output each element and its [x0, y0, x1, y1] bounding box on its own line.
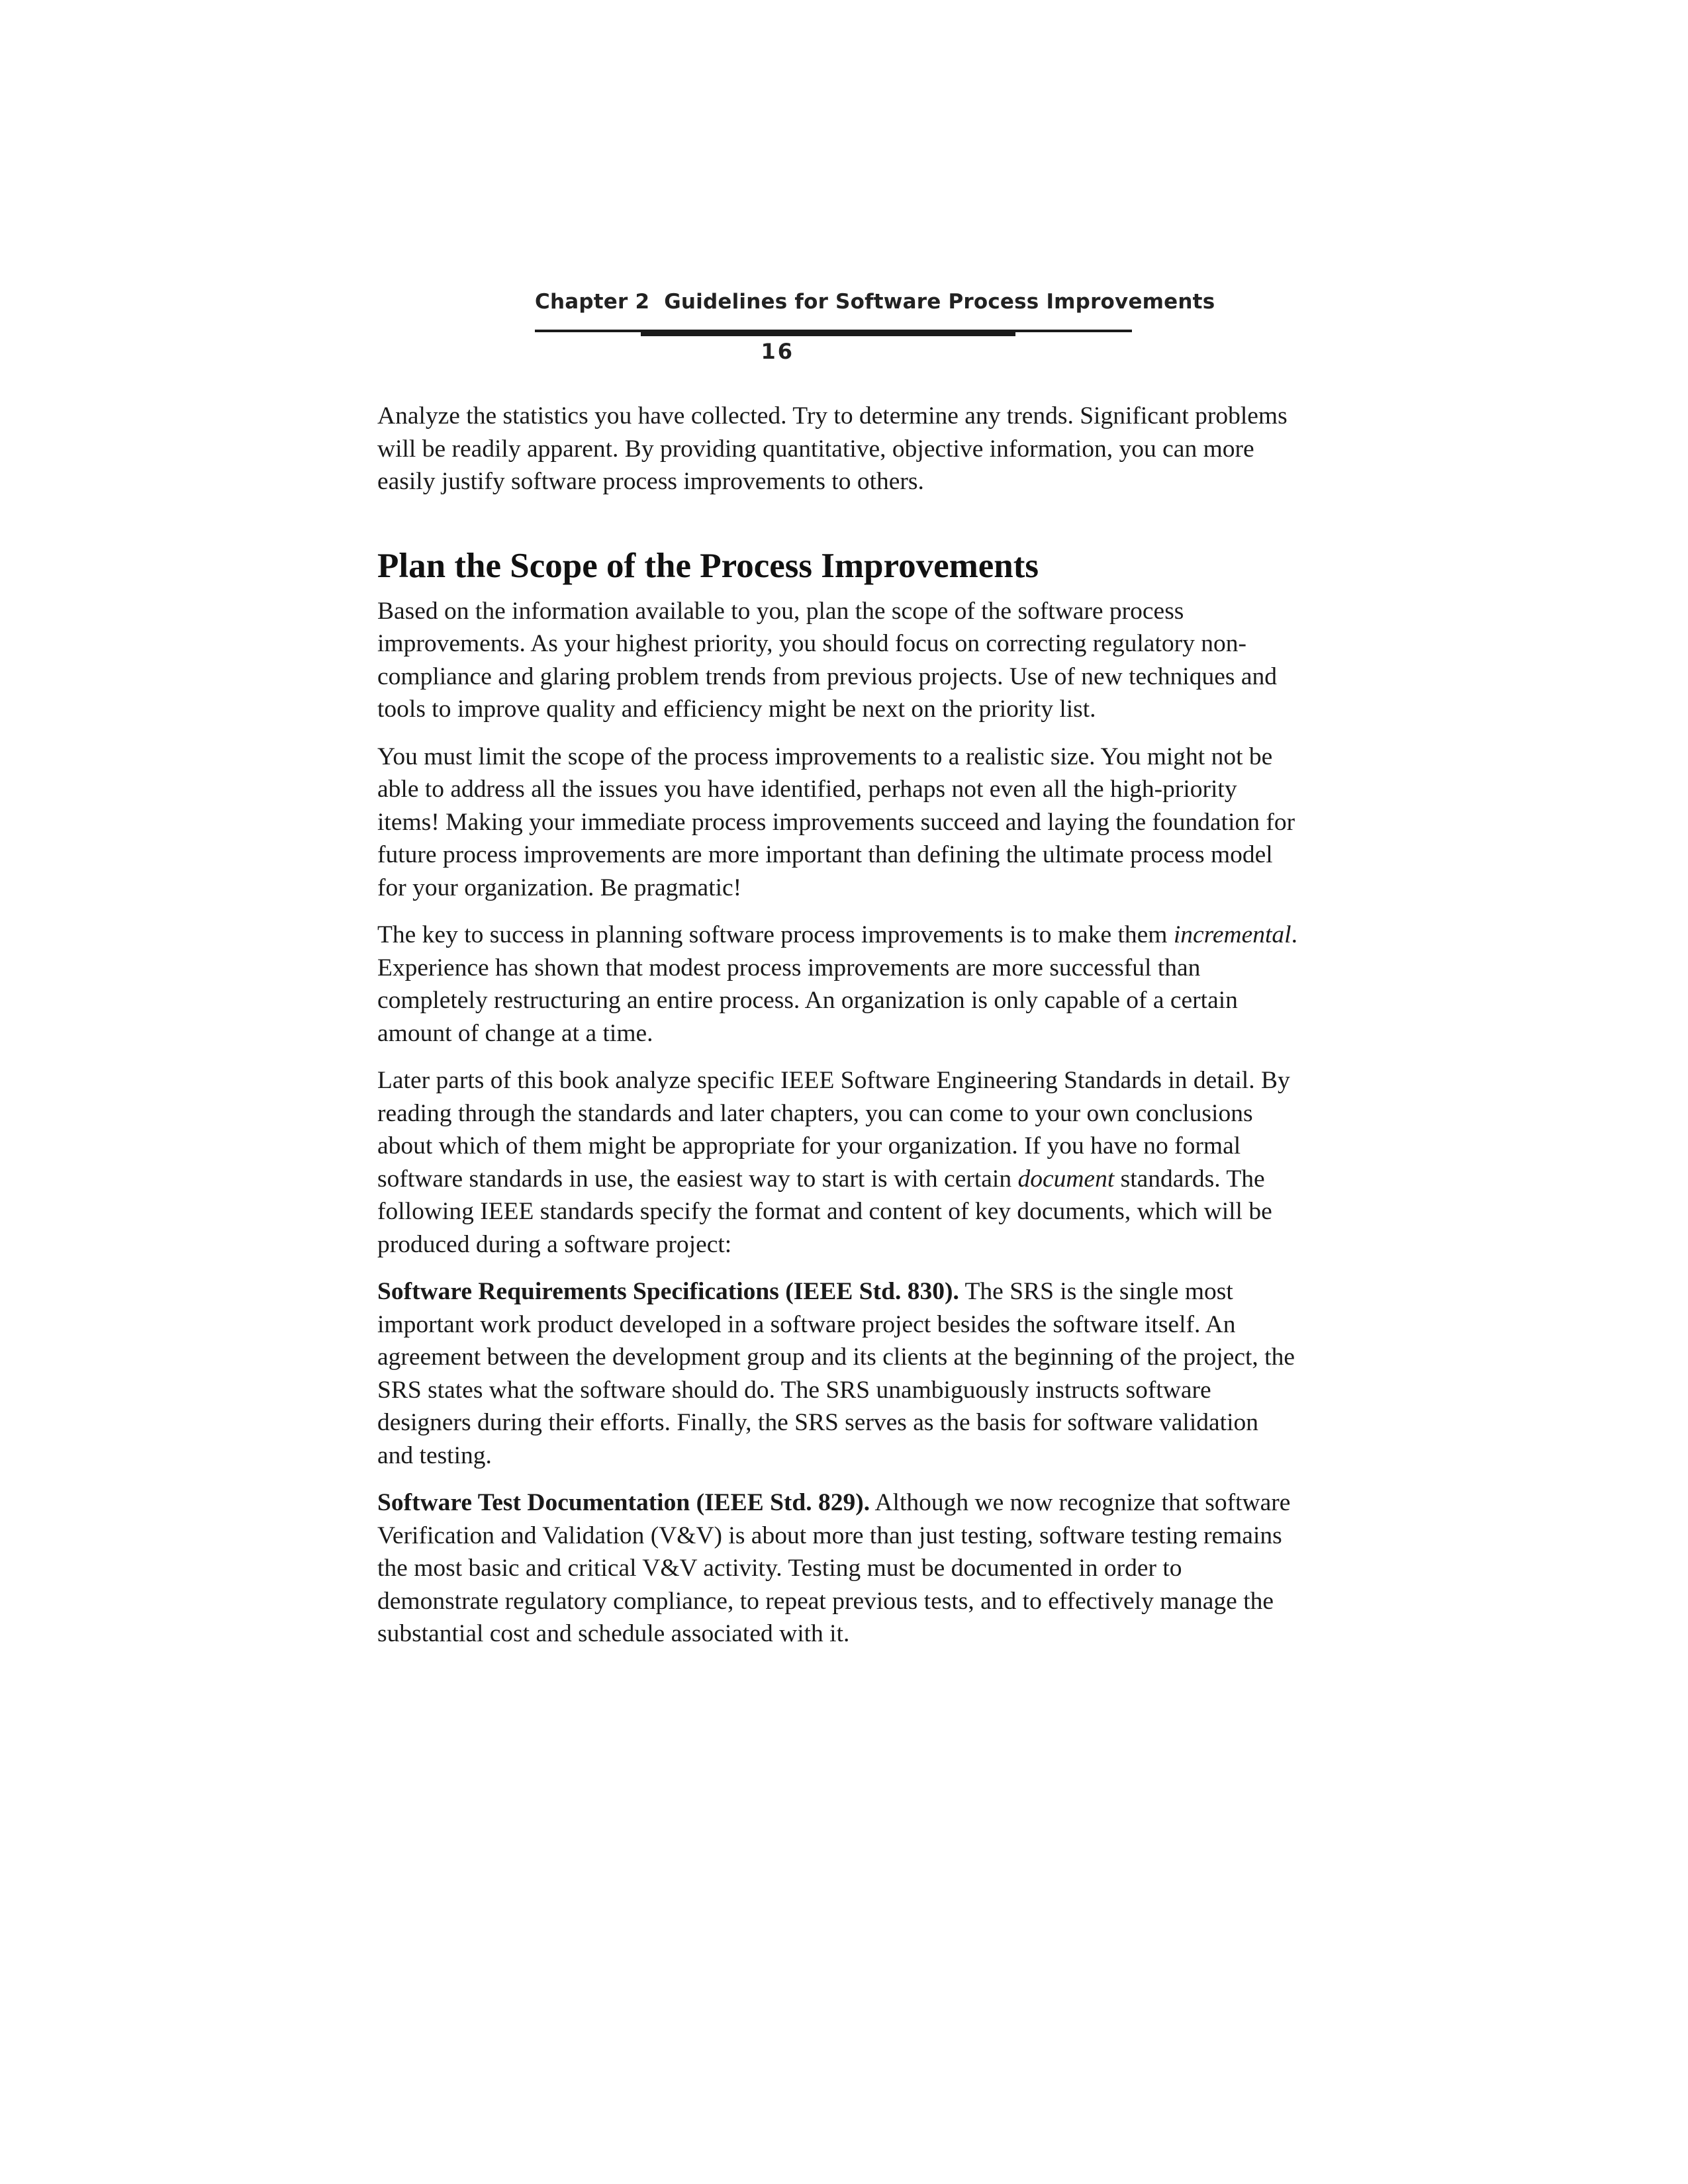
- paragraph-key-text-1: The key to success in planning software process improvements is to make them: [377, 921, 1174, 948]
- standard-item-test-doc: [377, 1486, 1297, 1651]
- running-header: [535, 290, 1215, 314]
- emphasis-document: document: [1017, 1165, 1115, 1193]
- standard-description: The SRS is the single most important work product developed in a software project besides the software itself. An agreement between the development group and its clients at the beginning of the project, the SRS states what the software should do. The SRS unambiguously instructs software designers during their efforts. Finally, the SRS serves as the basis for software validation and testing.: [377, 1278, 1295, 1469]
- standard-title: Software Requirements Specifications (IEEE Std. 830).: [377, 1278, 959, 1305]
- paragraph-key: [377, 919, 1297, 1050]
- chapter-title: Guidelines for Software Process Improvements: [664, 290, 1215, 314]
- paragraph-key-text-2: . Experience has shown that modest process improvements are more successful than completely restructuring an entire process. An organization is only capable of a certain amount of change at a time.: [377, 921, 1297, 1047]
- paragraph-later-text-1: Later parts of this book analyze specific IEEE Software Engineering Standards in detail. By reading through the standards and later chapters, you can come to your own conclusions about which of them might be appropriate for your organization. If you have no formal software standards in use, the easiest way to start is with certain: [377, 1067, 1290, 1193]
- paragraph-later-text-2: standards. The following IEEE standards specify the format and content of key documents, which will be produced during a software project:: [377, 1165, 1272, 1258]
- page-body: [377, 400, 1297, 1665]
- chapter-label: Chapter 2: [535, 290, 650, 314]
- standard-title: Software Test Documentation (IEEE Std. 829).: [377, 1489, 870, 1516]
- intro-paragraph: Analyze the statistics you have collected. Try to determine any trends. Significant problems will be readily apparent. By providing quantitative, objective information, you can more easily justify software process improvements to others.: [377, 402, 1288, 495]
- section-heading: Plan the Scope of the Process Improvements: [377, 546, 1039, 585]
- paragraph-later: [377, 1064, 1297, 1261]
- paragraph-scope: Based on the information available to you, plan the scope of the software process improvements. As your highest priority, you should focus on correcting regulatory non-compliance and glaring problem trends from previous projects. Use of new techniques and tools to improve quality and efficiency might be next on the priority list.: [377, 597, 1277, 723]
- standard-item-srs: [377, 1275, 1297, 1472]
- paragraph-limit: You must limit the scope of the process improvements to a realistic size. You might not be able to address all the issues you have identified, perhaps not even all the high-priority items! Making your immediate process improvements succeed and laying the foundation for future process improvements are more important than defining the ultimate process model for your organization. Be pragmatic!: [377, 743, 1295, 901]
- standard-description: Although we now recognize that software Verification and Validation (V&V) is about more than just testing, software testing remains the most basic and critical V&V activity. Testing must be documented in order to demonstrate regulatory compliance, to repeat previous tests, and to effectively manage the substantial cost and schedule associated with it.: [377, 1489, 1291, 1647]
- header-rule-accent: [641, 331, 1015, 336]
- emphasis-incremental: incremental: [1173, 921, 1291, 948]
- page-number: 16: [761, 339, 794, 364]
